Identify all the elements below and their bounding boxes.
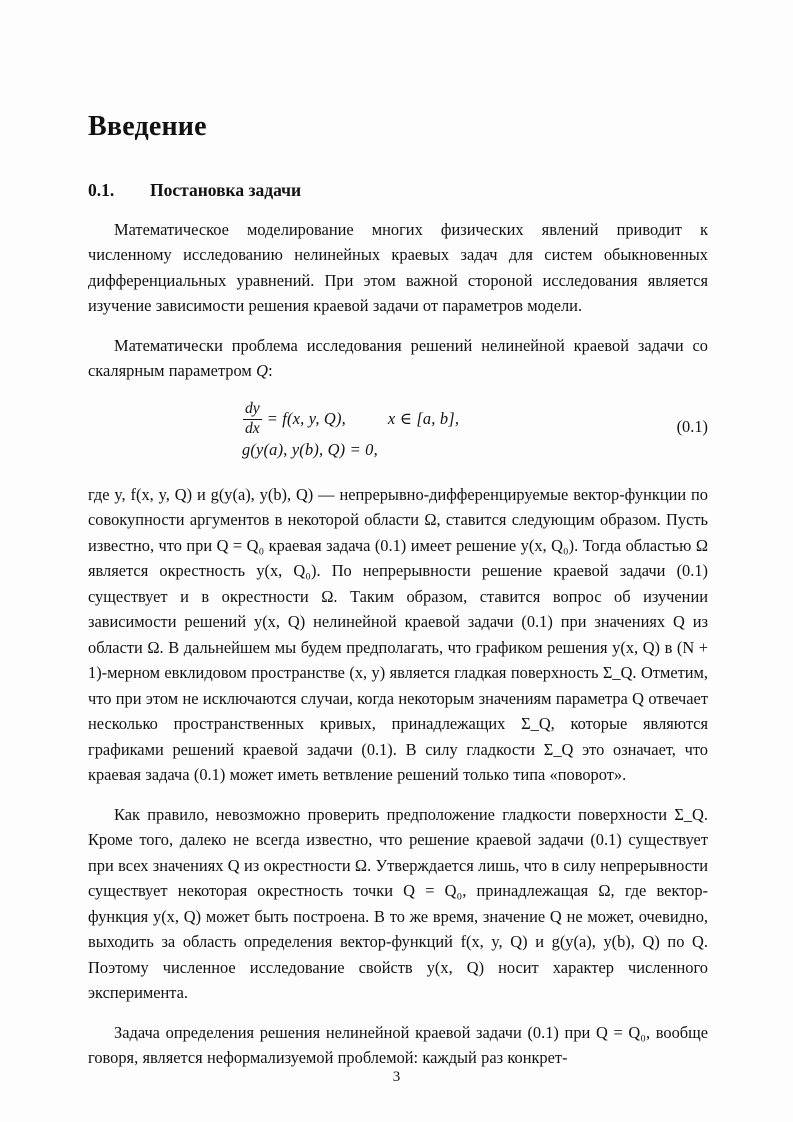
derivative-fraction [242,401,263,438]
paragraph-1-text: Математическое моделирование многих физических явлений приводит к численному исследованию нелинейных краевых задач для систем обыкновенных дифференциальных уравнений. При этом важной стороной исследования является изучение зависимости решения краевой задачи от параметров модели. [88,219,708,316]
equation-domain-condition: x ∈ [a, b], [387,408,460,428]
section-title: Постановка задачи [150,179,302,200]
chapter-title: Введение [88,111,207,142]
equation-rhs: = f(x, y, Q), [266,408,346,428]
paragraph-2-lead: Математически проблема исследования решений нелинейной краевой задачи со скалярным параметром [88,335,708,381]
display-equation-0-1 [88,384,708,471]
paragraph-5-text: Задача определения решения нелинейной краевой задачи (0.1) при Q = Q₀, вообще говоря, является неформализуемой проблемой: каждый раз конкрет- [88,1022,708,1068]
paragraph-4-text: Как правило, невозможно проверить предположение гладкости поверхности Σ_Q. Кроме того, далеко не всегда известно, что решение краевой задачи (0.1) существует при всех значениях Q из окрестности Ω. Утверждается лишь, что в силу непрерывности существует некоторая окрестность точки Q = Q₀, принадлежащая Ω, где вектор-функция y(x, Q) может быть построена. В то же время, значение Q не может, очевидно, выходить за область определения вектор-функций f(x, y, Q) и g(y(a), y(b), Q) по Q. Поэтому численное исследование свойств y(x, Q) носит характер численного эксперимента. [88,804,708,1003]
paragraph-4 [88,788,708,1006]
boundary-condition: g(y(a), y(b), Q) = 0, [242,440,378,460]
equation-line-1 [242,401,708,438]
equation-tag: (0.1) [676,417,708,437]
page-number: 3 [392,1069,401,1085]
inline-math-q: Q [256,361,269,381]
fraction-numerator: dy [245,399,260,417]
paragraph-5 [88,1006,708,1071]
fraction-denominator: dx [245,419,260,437]
section-heading [88,143,708,201]
equation-rows [242,401,708,462]
equation-line-2 [242,439,708,461]
section-number: 0.1. [88,179,115,200]
paragraph-1 [88,201,708,319]
page-content [88,0,708,1071]
paragraph-2-colon: : [268,361,273,381]
paragraph-2 [88,319,708,384]
paragraph-3-text: где y, f(x, y, Q) и g(y(a), y(b), Q) — непрерывно-дифференцируемые вектор-функции по совокупности аргументов в некоторой области Ω, ставится следующим образом. Пусть известно, что при Q = Q₀ краевая задача (0.1) имеет решение y(x, Q₀). Тогда областью Ω является окрестность y(x, Q₀). По непрерывности решение краевой задачи (0.1) существует и в окрестности Ω. Таким образом, ставится вопрос об изучении зависимости решений y(x, Q) нелинейной краевой задачи (0.1) при значениях Q из области Ω. В дальнейшем мы будем предполагать, что графиком решения y(x, Q) в (N + 1)-мерном евклидовом пространстве (x, y) является гладкая поверхность Σ_Q. Отметим, что при этом не исключаются случаи, когда некоторым значениям параметра Q отвечает несколько пространственных кривых, принадлежащих Σ_Q, которые являются графиками решений краевой задачи (0.1). В силу гладкости Σ_Q это означает, что краевая задача (0.1) может иметь ветвление решений только типа «поворот». [88,484,708,785]
paragraph-3 [88,471,708,788]
